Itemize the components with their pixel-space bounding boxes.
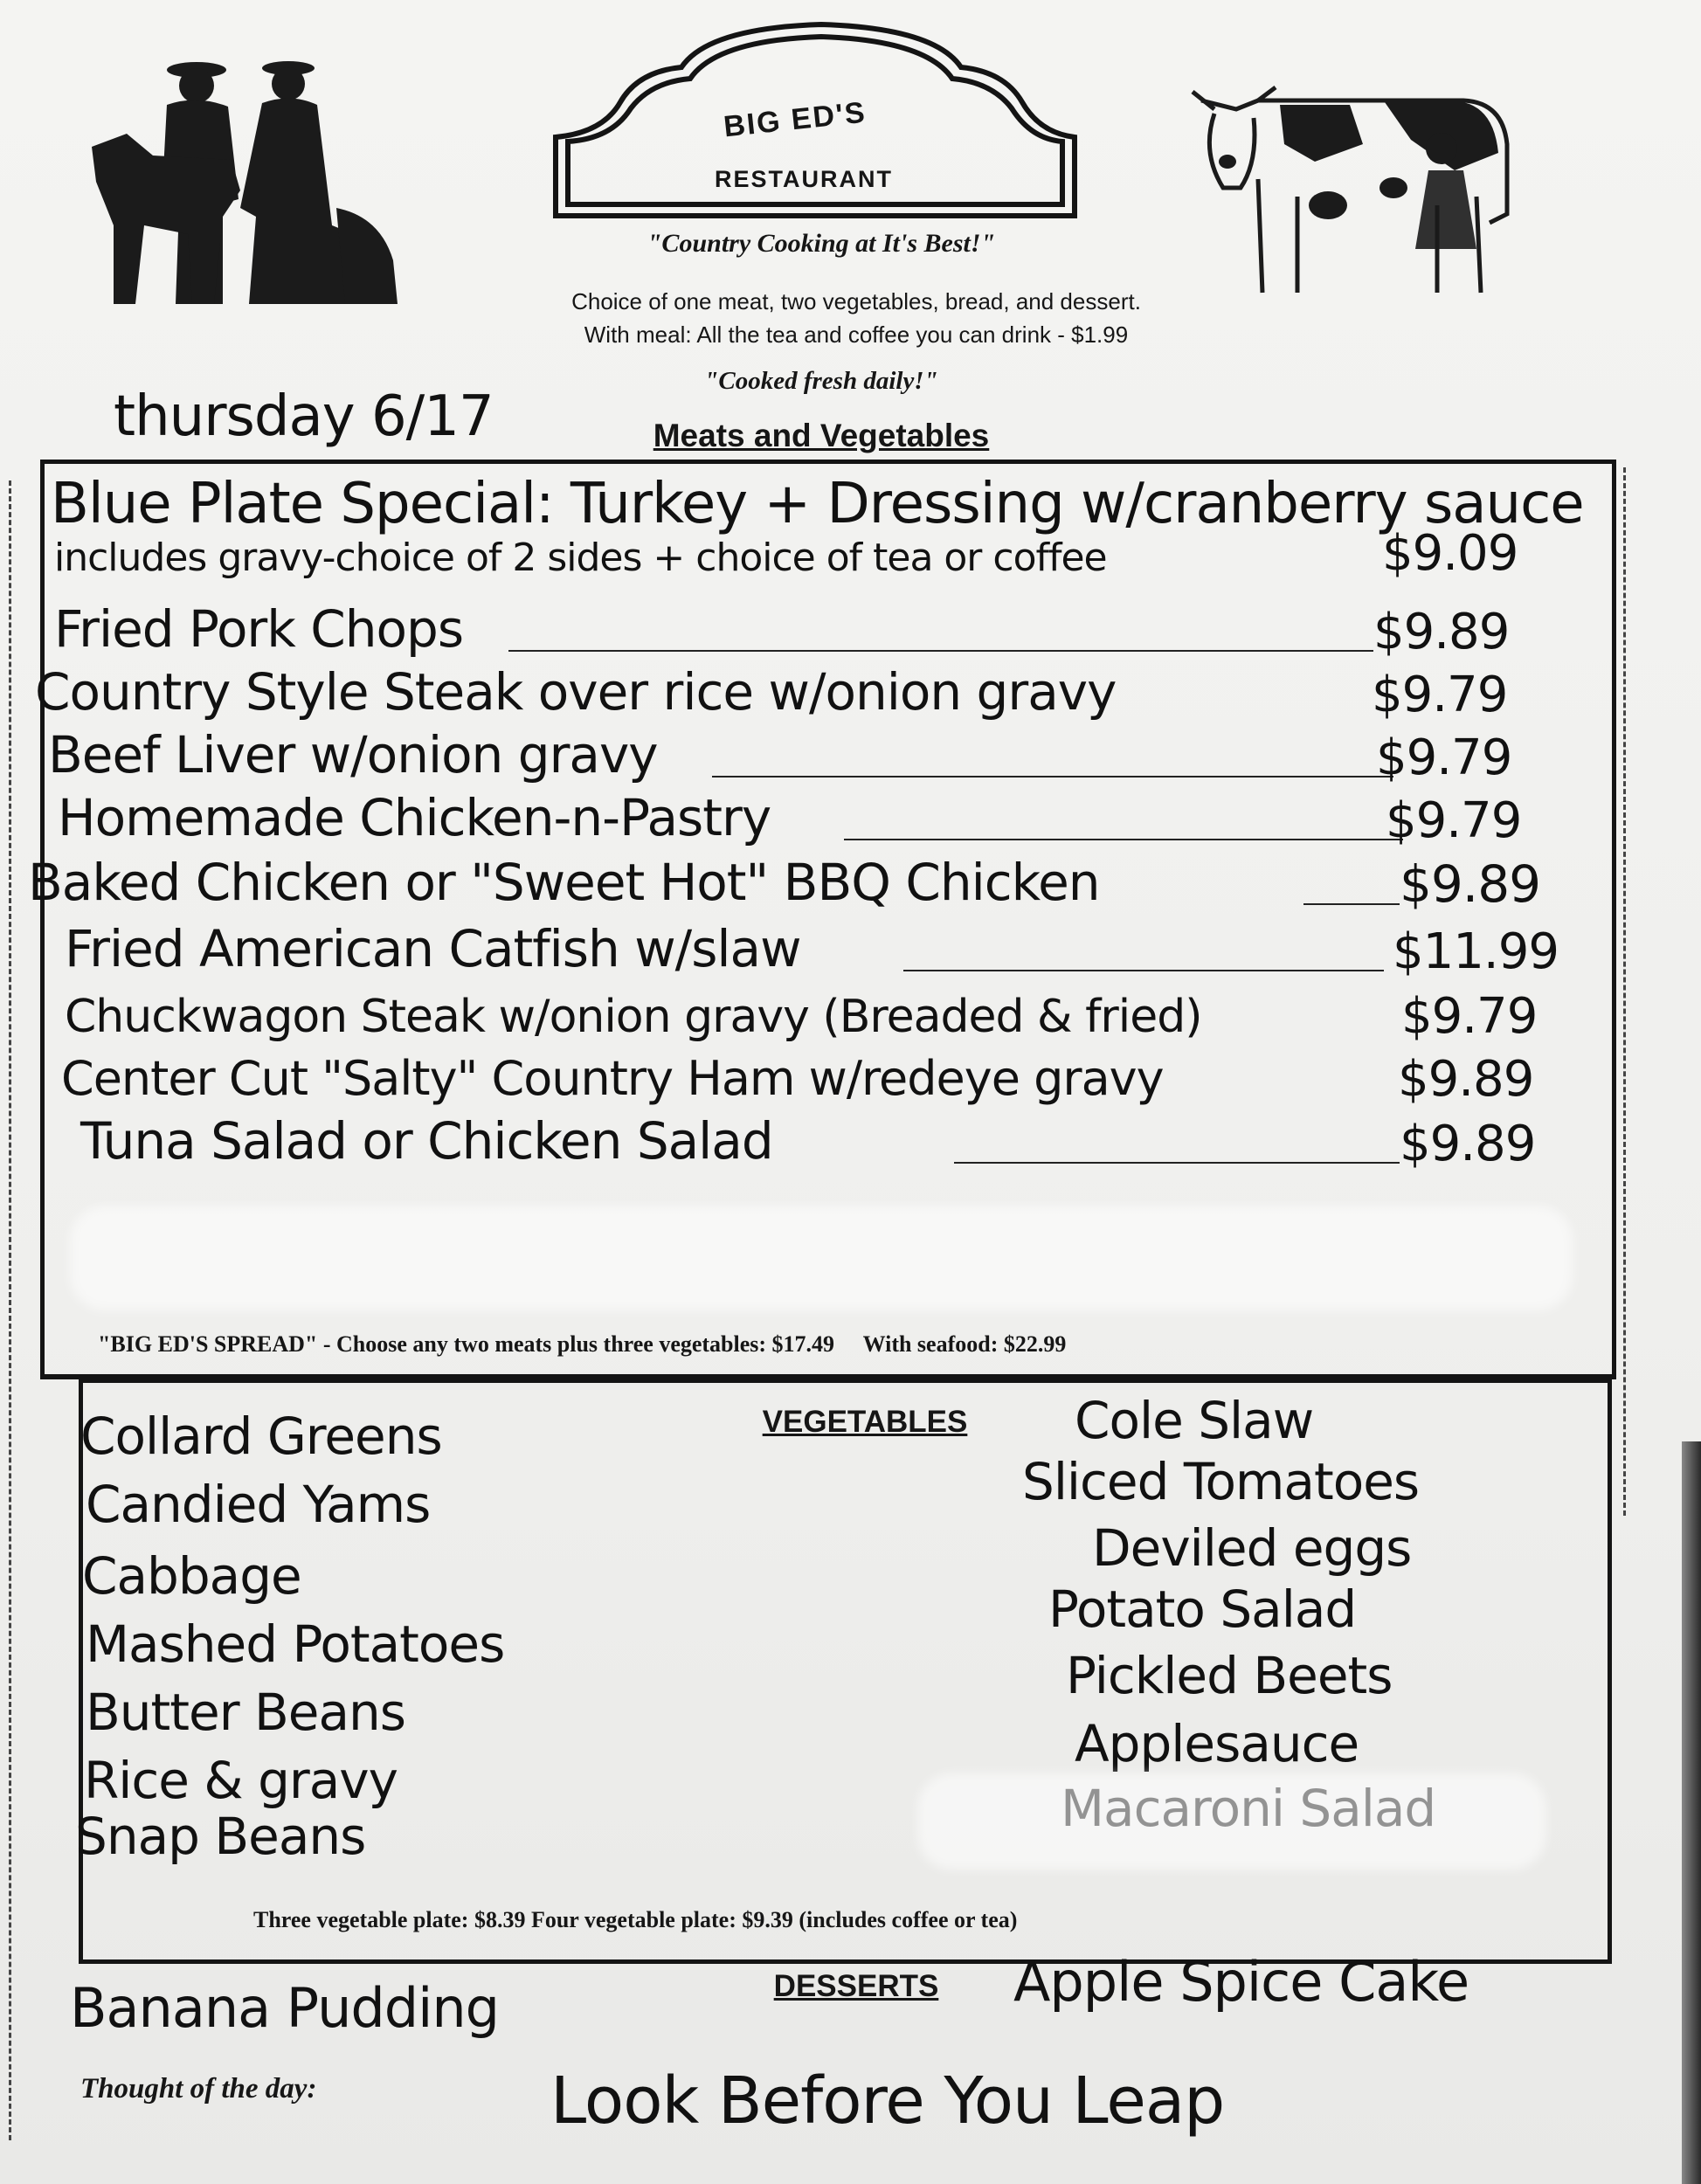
leader-line	[954, 1162, 1400, 1164]
meat-item-price: $9.09	[1382, 525, 1518, 582]
meat-item-price: $9.89	[1373, 604, 1510, 660]
meat-item-price: $9.89	[1398, 1051, 1534, 1108]
leader-line	[844, 839, 1403, 840]
table-edge	[1682, 1441, 1701, 2184]
meat-item-name: Beef Liver w/onion gravy	[48, 725, 658, 784]
meat-item	[48, 725, 1533, 790]
meat-item-price: $11.99	[1393, 923, 1559, 980]
meat-item-name: Center Cut "Salty" Country Ham w/redeye gravy	[61, 1051, 1164, 1106]
meat-item	[58, 788, 1543, 853]
vegetable-item: Collard Greens	[80, 1406, 442, 1466]
logo-subtitle: RESTAURANT	[715, 166, 893, 192]
meat-item-price: $9.79	[1386, 792, 1522, 849]
meat-item-name: includes gravy-choice of 2 sides + choice of tea or coffee	[54, 536, 1107, 580]
meat-item	[65, 919, 1559, 984]
dessert-item: Apple Spice Cake	[1013, 1950, 1469, 2014]
vegetable-item: Mashed Potatoes	[86, 1614, 505, 1674]
meat-item	[54, 599, 1539, 664]
meat-item-name: Blue Plate Special: Turkey + Dressing w/cranberry sauce	[51, 472, 1584, 536]
meat-item-name: Baked Chicken or "Sweet Hot" BBQ Chicken	[28, 853, 1100, 912]
vegetable-item: Cabbage	[82, 1546, 301, 1606]
meat-item-name: Fried Pork Chops	[54, 599, 464, 659]
meat-item	[35, 662, 1538, 727]
spread-seafood-price: With seafood: $22.99	[862, 1331, 1067, 1357]
meat-item-name: Tuna Salad or Chicken Salad	[80, 1111, 773, 1171]
vegetable-item: Cole Slaw	[1075, 1391, 1314, 1450]
vegetable-item: Applesauce	[1075, 1714, 1359, 1773]
meat-item-name: Homemade Chicken-n-Pastry	[58, 788, 771, 847]
vegetable-plate-prices: Three vegetable plate: $8.39 Four vegetable plate: $9.39 (includes coffee or tea)	[253, 1907, 1018, 1932]
meat-item	[65, 987, 1567, 1048]
vegetable-item: Pickled Beets	[1066, 1646, 1393, 1705]
dashed-cut-line-left	[9, 480, 11, 2140]
tagline: "Country Cooking at It's Best!"	[647, 229, 996, 258]
dessert-item: Banana Pudding	[70, 1976, 499, 2040]
meat-item-price: $9.79	[1376, 729, 1512, 786]
whiteout-smudge	[917, 1773, 1546, 1870]
vegetable-item: Rice & gravy	[84, 1751, 398, 1810]
whiteout-smudge	[70, 1206, 1573, 1310]
vegetable-item: Candied Yams	[86, 1475, 431, 1534]
vegetable-item: Snap Beans	[75, 1807, 366, 1866]
vegetables-title: VEGETABLES	[762, 1405, 968, 1439]
vegetable-item: Sliced Tomatoes	[1022, 1452, 1420, 1511]
meat-item-name: Fried American Catfish w/slaw	[65, 919, 801, 978]
meat-item-price: $9.79	[1401, 988, 1538, 1045]
vegetable-item: Deviled eggs	[1092, 1518, 1412, 1578]
thought-of-day-label: Thought of the day:	[80, 2073, 317, 2105]
meat-item-price: $9.79	[1372, 667, 1508, 723]
meal-choice-text	[332, 285, 1380, 351]
meat-item	[80, 1111, 1566, 1176]
vegetable-item: Butter Beans	[86, 1683, 405, 1742]
big-eds-spread	[98, 1331, 1066, 1358]
leader-line	[903, 970, 1384, 971]
meat-item-name: Chuckwagon Steak w/onion gravy (Breaded & fried)	[65, 991, 1202, 1043]
meat-item	[61, 1050, 1564, 1111]
dashed-cut-line-right	[1623, 467, 1626, 1516]
meal-drink-line: With meal: All the tea and coffee you can drink - $1.99	[584, 321, 1129, 348]
handwritten-date: thursday 6/17	[114, 384, 494, 449]
desserts-title: DESSERTS	[773, 1969, 939, 2003]
leader-line	[712, 776, 1393, 778]
section-title: Meats and Vegetables	[653, 418, 990, 453]
cow-milkmaid-icon	[1175, 74, 1542, 301]
meat-item-name: Country Style Steak over rice w/onion gravy	[35, 662, 1117, 722]
meat-item	[54, 525, 1539, 585]
meal-choice-line: Choice of one meat, two vegetables, bread, and dessert.	[571, 288, 1141, 314]
thought-of-day-text: Look Before You Leap	[550, 2063, 1225, 2139]
leader-line	[508, 650, 1373, 652]
meat-item	[28, 853, 1583, 917]
logo-name: BIG ED'S	[722, 95, 868, 144]
farmers-silhouette-icon	[92, 51, 406, 313]
leader-line	[1303, 903, 1400, 905]
vegetable-item: Potato Salad	[1048, 1579, 1357, 1639]
spread-text: "BIG ED'S SPREAD" - Choose any two meats plus three vegetables: $17.49	[98, 1331, 835, 1357]
cooked-fresh-text: "Cooked fresh daily!"	[704, 367, 938, 395]
meat-item-price: $9.89	[1400, 1116, 1536, 1172]
meat-item-price: $9.89	[1400, 854, 1541, 914]
